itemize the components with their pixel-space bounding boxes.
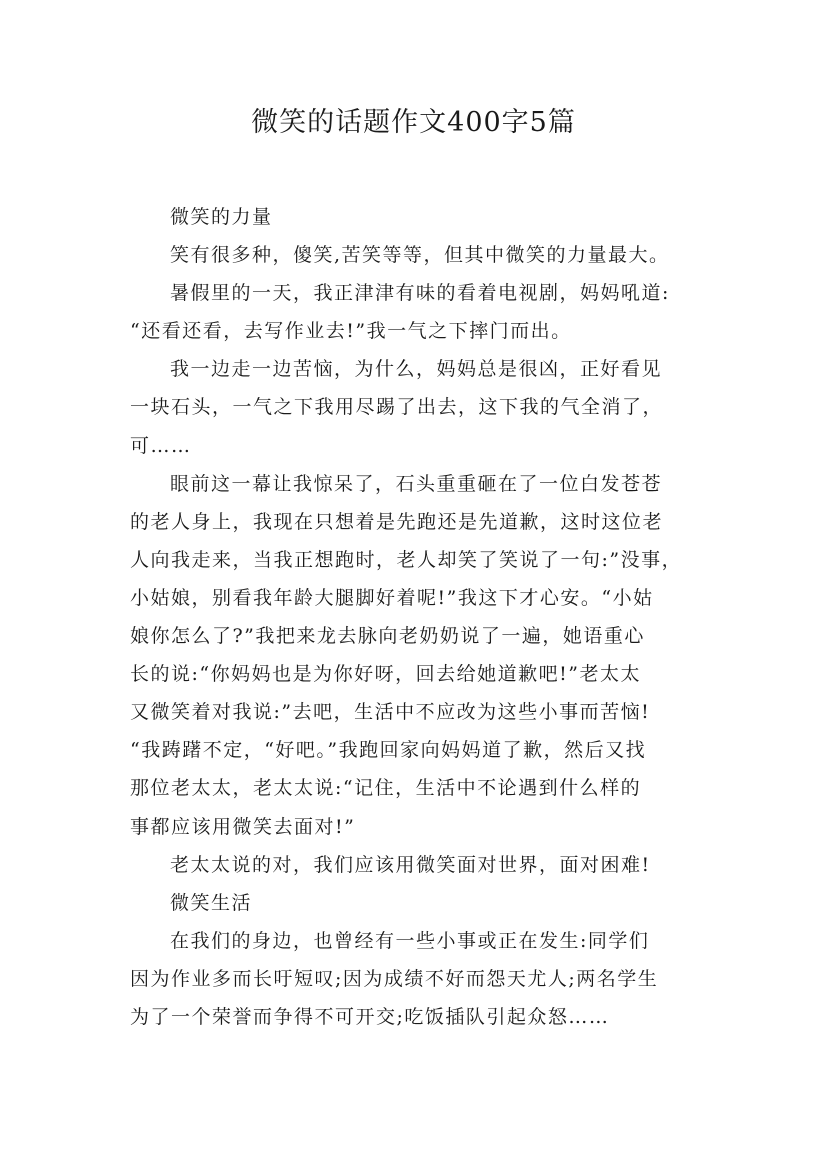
document-title: 微笑的话题作文400字5篇: [251, 107, 576, 138]
text-line: 笑有很多种，傻笑,苦笑等等，但其中微笑的力量最大。: [170, 244, 670, 267]
text-line: 可……: [130, 434, 192, 457]
text-line: 老太太说的对，我们应该用微笑面对世界，面对困难!: [170, 853, 651, 876]
text-line: 暑假里的一天，我正津津有味的看着电视剧，妈妈吼道:: [170, 282, 670, 305]
text-line: 因为作业多而长吁短叹;因为成绩不好而怨天尤人;两名学生: [130, 967, 659, 990]
text-line: 我一边走一边苦恼，为什么，妈妈总是很凶，正好看见: [170, 358, 663, 381]
text-line: 小姑娘，别看我年龄大腿脚好着呢!”我这下才心安。“小姑: [130, 586, 654, 609]
text-line: 微笑的力量: [170, 206, 273, 228]
text-line: 一块石头，一气之下我用尽踢了出去，这下我的气全消了，: [130, 396, 664, 419]
document-body: [130, 198, 706, 1036]
text-line: 眼前这一幕让我惊呆了，石头重重砸在了一位白发苍苍: [170, 472, 663, 495]
text-line: “我踌躇不定，“好吧。”我跑回家向妈妈道了歉，然后又找: [130, 739, 647, 762]
text-line: 人向我走来，当我正想跑时，老人却笑了笑说了一句:”没事，: [130, 548, 683, 571]
text-line: 事都应该用微笑去面对!”: [130, 815, 356, 838]
text-line: 那位老太太，老太太说:“记住，生活中不论遇到什么样的: [130, 777, 642, 800]
text-line: 长的说:“你妈妈也是为你好呀，回去给她道歉吧!”老太太: [130, 663, 641, 686]
text-line: 又微笑着对我说:”去吧，生活中不应改为这些小事而苦恼!: [130, 701, 651, 724]
text-line: 微笑生活: [170, 891, 253, 914]
text-line: 在我们的身边，也曾经有一些小事或正在发生:同学们: [170, 929, 650, 952]
text-line: 的老人身上，我现在只想着是先跑还是先道歉，这时这位老: [130, 510, 664, 533]
text-line: “还看还看，去写作业去!”我一气之下摔门而出。: [130, 320, 572, 343]
text-line: 娘你怎么了?”我把来龙去脉向老奶奶说了一遍，她语重心: [130, 625, 645, 648]
text-line: 为了一个荣誉而争得不可开交;吃饭插队引起众怒……: [130, 1005, 610, 1028]
